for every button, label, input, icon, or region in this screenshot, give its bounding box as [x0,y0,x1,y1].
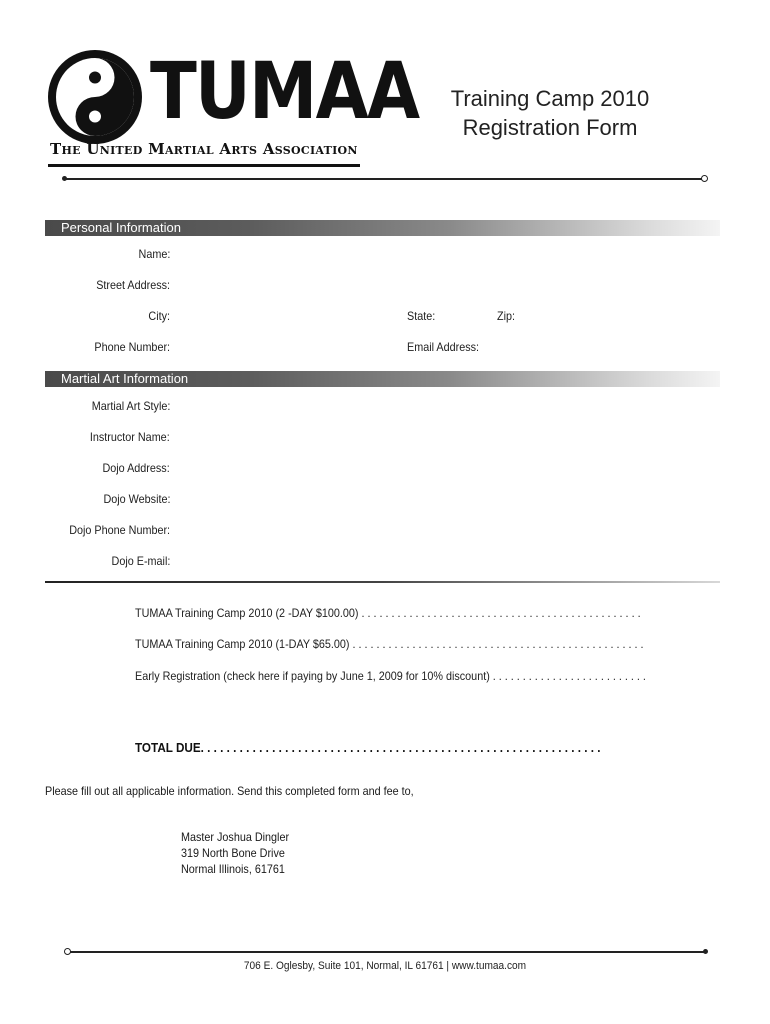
mailing-address-line1: Master Joshua Dingler [181,830,290,844]
personal-info-header [45,220,720,236]
footer-contact: 706 E. Oglesby, Suite 101, Normal, IL 61761 | www.tumaa.com [243,960,527,972]
name-label: Name: [138,247,170,261]
martial-art-info-heading: Martial Art Information [61,371,189,386]
fee-one-day: TUMAA Training Camp 2010 (1-DAY $65.00) . . . . . . . . . . . . . . . . . . . . . . . . . . . . . . . . . . . . . . . . . . . . . . . . . [135,637,644,651]
fee-two-day: TUMAA Training Camp 2010 (2 -DAY $100.00) . . . . . . . . . . . . . . . . . . . . . . . . . . . . . . . . . . . . . . . . . . . . . . . [135,606,641,620]
mailing-address-line3: Normal Illinois, 61761 [181,862,285,876]
logo-underline [48,164,360,167]
martial-art-info-header [45,371,720,387]
email-address-label: Email Address: [407,340,480,354]
form-title-line2: Registration Form [462,115,638,140]
logo-subtitle: The United Martial Arts Association [50,140,358,158]
street-address-label: Street Address: [96,278,170,292]
top-divider [66,178,704,180]
yin-yang-icon [48,50,142,144]
city-label: City: [148,309,170,323]
dojo-email-label: Dojo E-mail: [111,554,170,568]
dojo-address-label: Dojo Address: [102,461,170,475]
bottom-divider [69,951,705,953]
dojo-website-label: Dojo Website: [102,492,170,506]
form-title-line1: Training Camp 2010 [450,86,650,111]
top-divider-left-dot [62,176,67,181]
dojo-phone-number-label: Dojo Phone Number: [69,523,170,537]
bottom-divider-right-dot [703,949,708,954]
martial-art-style-label: Martial Art Style: [91,399,170,413]
bottom-divider-left-ring [64,948,71,955]
total-due: TOTAL DUE. . . . . . . . . . . . . . . . . . . . . . . . . . . . . . . . . . . . . . . . . . . . . . . . . . . . . . . . . . . . . . [135,740,601,755]
zip-label: Zip: [497,309,516,323]
state-label: State: [407,309,436,323]
form-title [440,84,660,142]
fee-early-registration: Early Registration (check here if paying by June 1, 2009 for 10% discount) . . . . . . . . . . . . . . . . . . . . . . . . . . [135,669,646,683]
top-divider-right-ring [701,175,708,182]
mailing-address-line2: 319 North Bone Drive [181,846,285,860]
instructions-text: Please fill out all applicable information. Send this completed form and fee to, [45,784,414,798]
phone-number-label: Phone Number: [94,340,170,354]
instructor-name-label: Instructor Name: [90,430,170,444]
logo-wordmark: TUMAA [150,47,419,137]
personal-info-heading: Personal Information [61,220,181,235]
section-divider [45,581,720,583]
